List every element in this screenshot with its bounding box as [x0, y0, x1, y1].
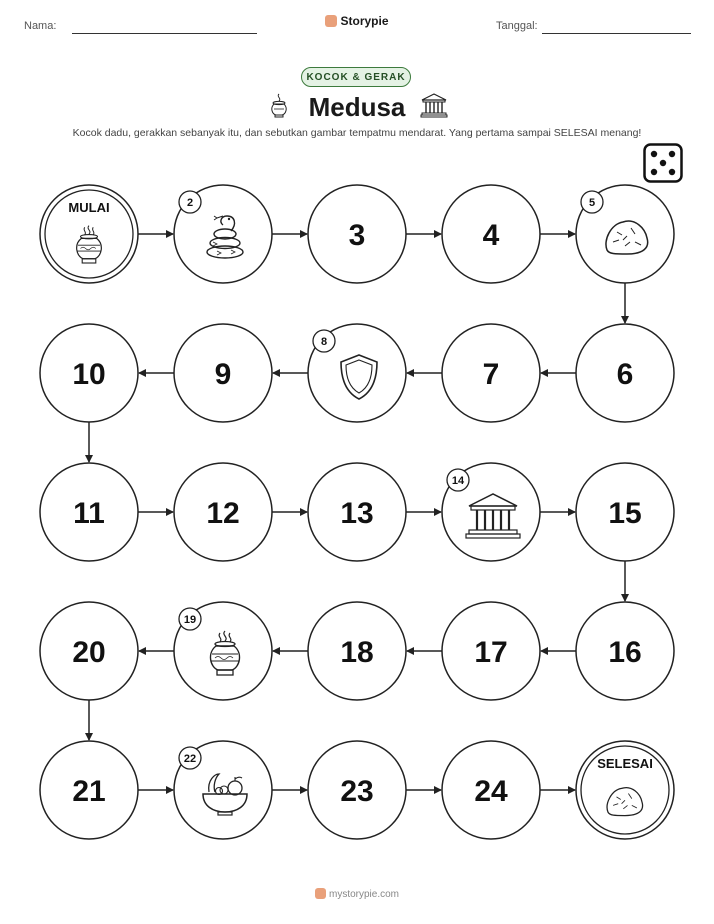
game-type-badge: KOCOK & GERAK — [301, 67, 411, 87]
space-number: 20 — [72, 636, 106, 669]
space-number-badge: 14 — [451, 475, 465, 487]
space-number: 13 — [340, 497, 374, 530]
space-number: 12 — [206, 497, 240, 530]
space-number: 18 — [340, 636, 374, 669]
space-number: 23 — [340, 775, 374, 808]
space-number: 6 — [616, 358, 634, 391]
board-space — [442, 463, 540, 561]
instructions: Kocok dadu, gerakkan sebanyak itu, dan sebutkan gambar tempatmu mendarat. Yang pertama sampai SELESAI menang! — [72, 127, 642, 139]
board-space — [576, 185, 674, 283]
board-space — [40, 463, 138, 561]
board-space — [40, 324, 138, 422]
space-number: 15 — [608, 497, 642, 530]
board-space — [442, 324, 540, 422]
finish-space — [576, 741, 674, 839]
page-title: Medusa — [308, 92, 406, 122]
start-space — [40, 185, 138, 283]
space-number: 21 — [72, 775, 106, 808]
board-space — [308, 463, 406, 561]
board-space — [174, 324, 272, 422]
board-space — [442, 741, 540, 839]
space-number: 16 — [608, 636, 642, 669]
space-number-badge: 8 — [320, 336, 328, 348]
board-space — [40, 602, 138, 700]
space-number: 7 — [482, 358, 500, 391]
storypie-logo-icon — [315, 888, 326, 899]
board-space — [576, 324, 674, 422]
space-number: 3 — [348, 219, 366, 252]
start-label: MULAI — [68, 200, 110, 215]
board-space — [308, 324, 406, 422]
board-space — [174, 185, 272, 283]
footer — [0, 888, 714, 900]
board-space — [308, 185, 406, 283]
board-space — [308, 602, 406, 700]
date-label: Tanggal: — [496, 20, 538, 32]
space-number-badge: 2 — [186, 197, 194, 209]
finish-label: SELESAI — [597, 756, 653, 771]
board-space — [576, 463, 674, 561]
board-space — [576, 602, 674, 700]
board-space — [40, 741, 138, 839]
space-number: 9 — [214, 358, 232, 391]
footer-url: mystorypie.com — [328, 889, 399, 900]
space-number-badge: 22 — [183, 753, 197, 765]
board-space — [308, 741, 406, 839]
space-number-badge: 5 — [588, 197, 596, 209]
space-number: 11 — [73, 497, 105, 530]
board-space — [174, 463, 272, 561]
board-space — [442, 602, 540, 700]
brand-name: Storypie — [340, 14, 389, 28]
board-space — [174, 602, 272, 700]
board-space — [174, 741, 272, 839]
name-label: Nama: — [24, 20, 57, 32]
space-number: 4 — [482, 219, 500, 252]
space-number: 10 — [72, 358, 106, 391]
board-space — [442, 185, 540, 283]
space-number-badge: 19 — [183, 614, 197, 626]
space-number: 17 — [474, 636, 508, 669]
space-number: 24 — [474, 775, 508, 808]
